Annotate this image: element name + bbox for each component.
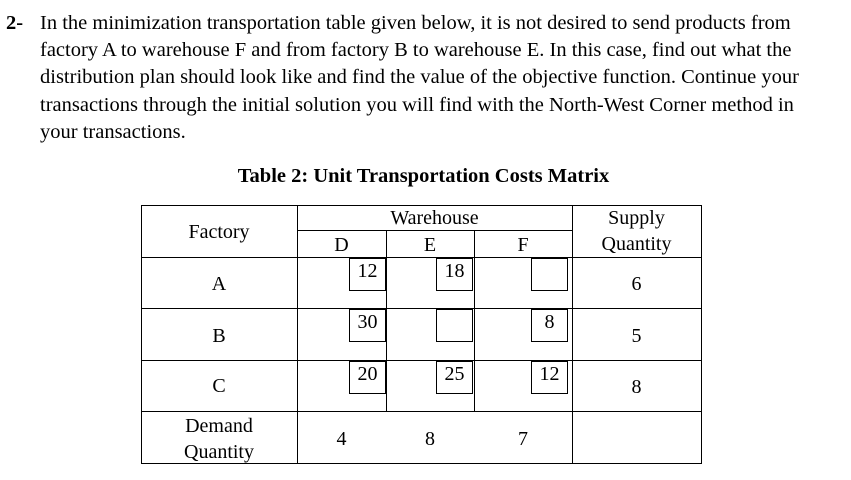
demand-f: 7 xyxy=(518,428,528,450)
header-supply-line1: Supply xyxy=(608,207,665,229)
table-caption-text: Table 2: Unit Transportation Costs Matrix xyxy=(237,165,610,187)
cost-cell-c-d: 20 xyxy=(349,361,386,394)
table-line-row-c-bottom xyxy=(141,411,702,412)
supply-b: 5 xyxy=(631,325,642,347)
table-line-d-right xyxy=(386,230,387,411)
supply-c: 8 xyxy=(631,376,642,398)
header-col-f: F xyxy=(517,234,529,256)
header-supply-line2: Quantity xyxy=(601,233,672,255)
header-factory: Factory xyxy=(188,221,250,243)
cost-cell-c-f: 12 xyxy=(531,361,568,394)
demand-e: 8 xyxy=(425,428,435,450)
problem-text: In the minimization transportation table given below, it is not desired to send products from factory A to warehouse F and from factory B to warehouse E. In this case, find out what the distribution plan should look like and find the value of the objective function. Continue your transactions through the initial solution you will find with the North-West Corner method in your transactions. xyxy=(40,12,799,143)
table-line-e-right xyxy=(474,230,475,411)
demand-label-line2: Quantity xyxy=(184,441,254,463)
table-line-header-bottom xyxy=(141,257,702,258)
table-border-right xyxy=(701,205,702,464)
table-line-row-b-bottom xyxy=(141,360,702,361)
cost-cell-a-f xyxy=(531,258,568,291)
table-line-warehouse-sub xyxy=(297,230,572,231)
row-label-c: C xyxy=(212,375,226,397)
row-label-a: A xyxy=(211,273,227,295)
header-col-d: D xyxy=(334,234,349,256)
demand-label-line1: Demand xyxy=(185,415,253,437)
table-border-bottom xyxy=(141,463,702,464)
demand-d: 4 xyxy=(336,428,347,450)
cost-cell-c-e: 25 xyxy=(436,361,473,394)
problem-number: 2- xyxy=(6,12,24,34)
row-label-b: B xyxy=(212,325,226,347)
supply-a: 6 xyxy=(631,273,642,295)
cost-cell-a-d: 12 xyxy=(349,258,386,291)
table-border-top xyxy=(141,205,702,206)
header-warehouse: Warehouse xyxy=(390,207,479,229)
header-col-e: E xyxy=(423,234,437,256)
cost-cell-b-f: 8 xyxy=(531,309,568,342)
table-line-row-a-bottom xyxy=(141,308,702,309)
cost-cell-b-d: 30 xyxy=(349,309,386,342)
cost-cell-b-e xyxy=(436,309,473,342)
cost-cell-a-e: 18 xyxy=(436,258,473,291)
